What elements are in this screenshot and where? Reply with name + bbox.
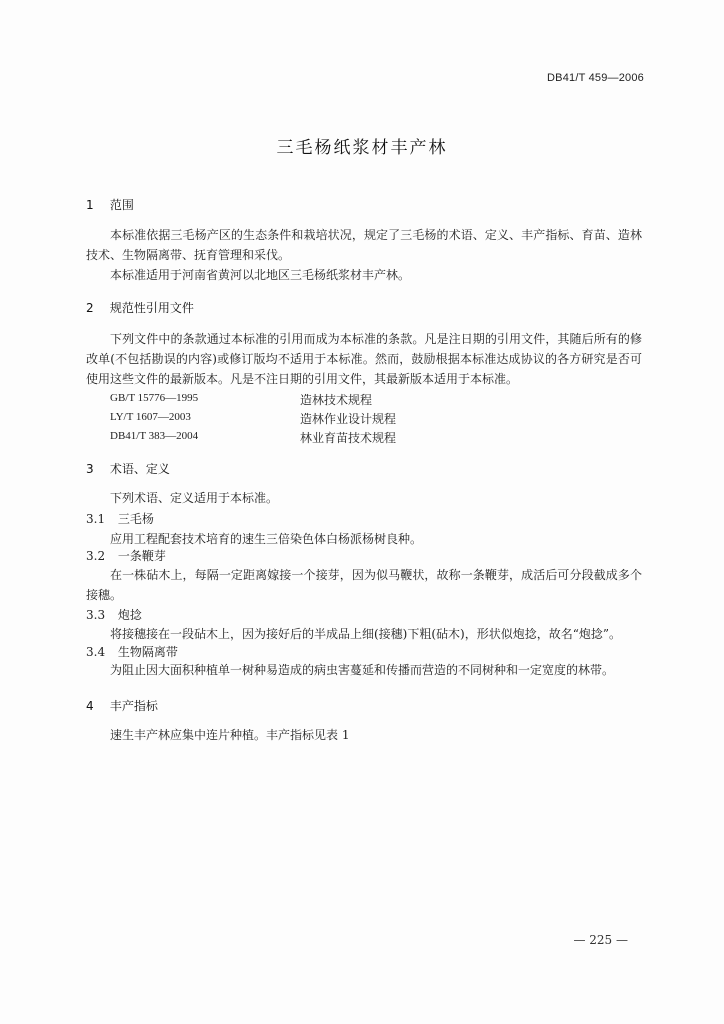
term-3-4-definition: 为阻止因大面积种植单一树种易造成的病虫害蔓延和传播而营造的不同树种和一定宽度的林带。 <box>110 663 615 677</box>
term-name: 三毛杨 <box>117 512 154 526</box>
reference-name: 林业育苗技术规程 <box>300 431 397 445</box>
term-3-2-heading <box>86 547 166 564</box>
reference-code: DB41/T 383—2004 <box>110 430 199 442</box>
term-3-3-heading <box>86 606 142 623</box>
section-3-heading <box>86 460 170 477</box>
term-number: 3.1 <box>86 512 106 526</box>
term-3-4-heading <box>86 643 178 660</box>
page-number: — 225 — <box>573 933 628 947</box>
term-name: 生物隔离带 <box>117 645 178 659</box>
reference-code: LY/T 1607—2003 <box>110 411 191 423</box>
section-number: 4 <box>86 699 94 713</box>
term-number: 3.4 <box>86 645 106 659</box>
section-title: 术语、定义 <box>109 462 170 476</box>
reference-name: 造林作业设计规程 <box>300 412 397 426</box>
section-2-heading <box>86 299 194 316</box>
term-3-2-definition: 在一株砧木上，每隔一定距离嫁接一个接芽，因为似马鞭状，故称一条鞭芽，成活后可分段截成多个接穗。 <box>86 568 642 602</box>
document-code: DB41/T 459—2006 <box>547 72 644 84</box>
term-number: 3.3 <box>86 608 106 622</box>
section-number: 2 <box>86 301 94 315</box>
section-1-paragraph-2: 本标准适用于河南省黄河以北地区三毛杨纸浆材丰产林。 <box>110 268 411 282</box>
term-3-1-heading <box>86 510 154 527</box>
section-title: 丰产指标 <box>109 699 158 713</box>
term-3-3-definition: 将接穗接在一段砧木上，因为接好后的半成品上细(接穗)下粗(砧木)，形状似炮捻，故名“炮捻”。 <box>110 627 621 641</box>
section-1-paragraph-1: 本标准依据三毛杨产区的生态条件和栽培状况，规定了三毛杨的术语、定义、丰产指标、育苗、造林技术、生物隔离带、抚育管理和采伐。 <box>86 228 642 262</box>
section-2-paragraph-1: 下列文件中的条款通过本标准的引用而成为本标准的条款。凡是注日期的引用文件，其随后所有的修改单(不包括勘误的内容)或修订版均不适用于本标准。然而，鼓励根据本标准达成协议的各方研究是否可使用这些文件的最新版本。凡是不注日期的引用文件，其最新版本适用于本标准。 <box>86 332 642 386</box>
term-3-1-definition: 应用工程配套技术培育的速生三倍染色体白杨派杨树良种。 <box>110 532 423 546</box>
section-number: 1 <box>86 198 94 212</box>
section-1-heading <box>86 196 134 213</box>
document-title: 三毛杨纸浆材丰产林 <box>276 138 448 158</box>
reference-code: GB/T 15776—1995 <box>110 392 199 404</box>
term-number: 3.2 <box>86 549 106 563</box>
term-name: 炮捻 <box>117 608 142 622</box>
section-4-paragraph-1: 速生丰产林应集中连片种植。丰产指标见表 1 <box>110 728 350 742</box>
section-number: 3 <box>86 462 94 476</box>
term-name: 一条鞭芽 <box>117 549 166 563</box>
section-4-heading <box>86 697 158 714</box>
reference-name: 造林技术规程 <box>300 393 373 407</box>
section-title: 范围 <box>109 198 134 212</box>
section-title: 规范性引用文件 <box>109 301 194 315</box>
section-3-intro: 下列术语、定义适用于本标准。 <box>110 491 279 505</box>
